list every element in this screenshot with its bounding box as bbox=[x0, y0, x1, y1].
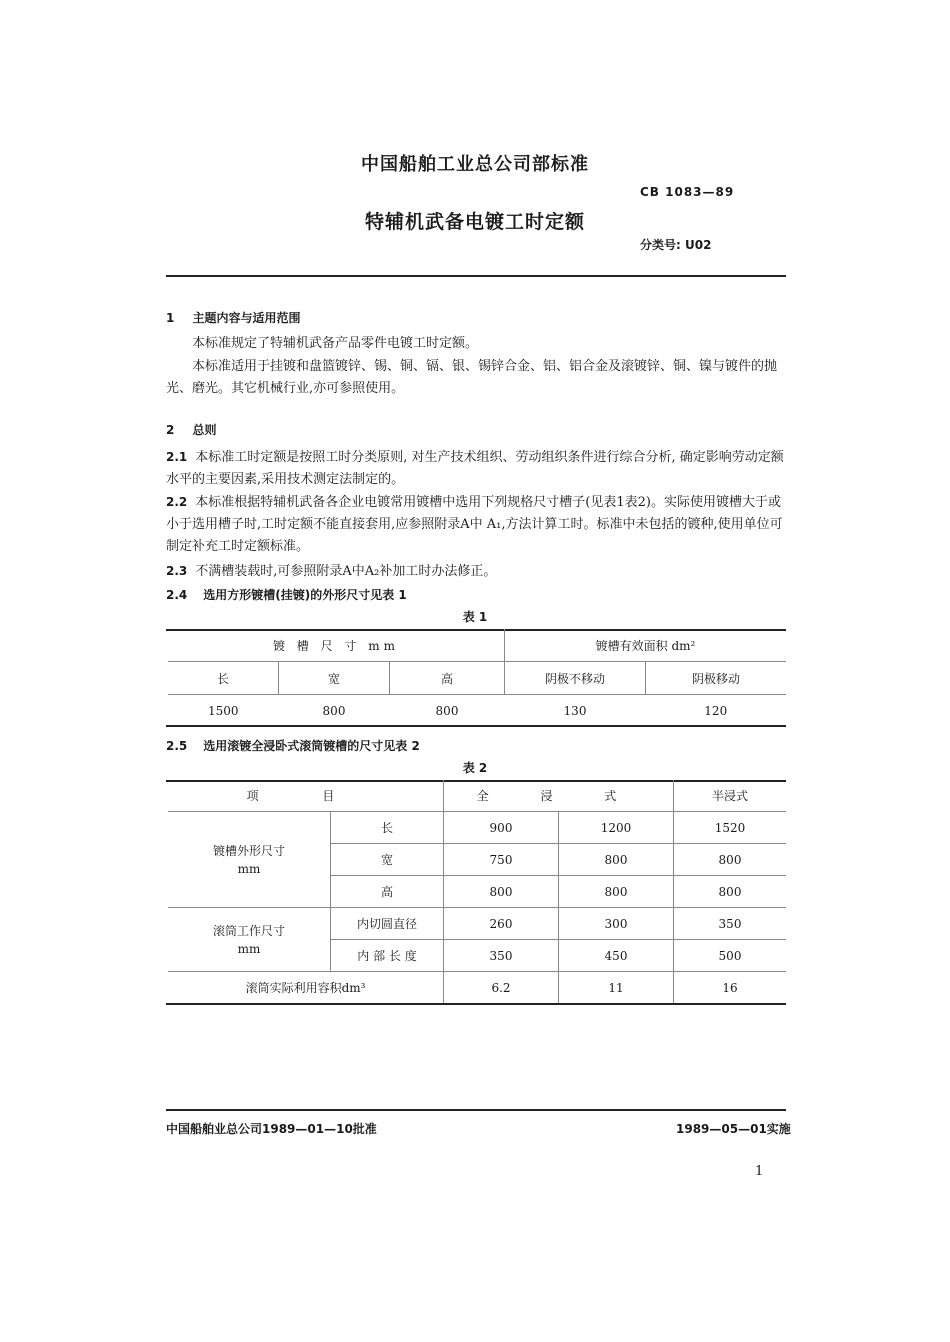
table-2-cell: 900 bbox=[444, 812, 559, 844]
clause-2-4-number: 2.4 bbox=[166, 588, 188, 602]
section-1-paragraph-2 bbox=[166, 356, 788, 400]
clause-2-1-text: 本标准工时定额是按照工时分类原则, 对生产技术组织、劳动组织条件进行综合分析, 确定影响劳动定额水平的主要因素,采用技术测定法制定的。 bbox=[166, 450, 784, 487]
standard-code: CB 1083—89 bbox=[640, 185, 735, 199]
table-2-volume-label: 滚筒实际利用容积dm³ bbox=[168, 972, 444, 1004]
clause-2-1-number: 2.1 bbox=[166, 450, 188, 464]
table-2-row-label: 内 部 长 度 bbox=[331, 940, 444, 972]
table-2 bbox=[168, 780, 786, 1003]
section-1-paragraph-1 bbox=[166, 333, 788, 355]
section-2-number: 2 bbox=[166, 423, 175, 437]
section-1-title: 主题内容与适用范围 bbox=[192, 311, 301, 325]
section-1-heading bbox=[166, 309, 301, 326]
clause-2-3-number: 2.3 bbox=[166, 564, 188, 578]
table-2-cell: 16 bbox=[722, 980, 738, 995]
table-1-cell: 130 bbox=[563, 704, 587, 718]
section-1-text-1: 本标准规定了特辅机武备产品零件电镀工时定额。 bbox=[192, 336, 479, 351]
table-2-cell: 450 bbox=[559, 940, 674, 972]
section-1-number: 1 bbox=[166, 311, 175, 325]
table-2-header-full bbox=[444, 780, 674, 812]
table-1-cell: 120 bbox=[704, 704, 728, 718]
table-2-cell: 6.2 bbox=[444, 972, 559, 1004]
table-2-header-full-label: 全 浸 式 bbox=[476, 789, 641, 803]
table-2-row-label: 宽 bbox=[331, 844, 444, 876]
table-2-header-half: 半浸式 bbox=[674, 780, 787, 812]
table-1-group-area: 镀槽有效面积 dm² bbox=[505, 629, 787, 662]
table-1-header-width: 宽 bbox=[279, 662, 390, 695]
table-2-cell: 350 bbox=[444, 940, 559, 972]
table-2-cell: 1200 bbox=[559, 812, 674, 844]
approval-date: 中国船舶业总公司1989—01—10批准 bbox=[166, 1122, 377, 1136]
table-1-cell: 800 bbox=[435, 704, 459, 718]
document-title: 特辅机武备电镀工时定额 bbox=[364, 211, 585, 233]
section-2-heading bbox=[166, 421, 217, 438]
table-1-group-dimensions-label: 镀 槽 尺 寸 mm bbox=[272, 638, 400, 653]
table-2-row-label: 长 bbox=[331, 812, 444, 844]
table-1-cell: 800 bbox=[322, 704, 346, 718]
table-2-cell: 500 bbox=[674, 940, 787, 972]
table-2-caption: 表 2 bbox=[462, 761, 488, 775]
table-2-row-label: 内切圆直径 bbox=[331, 908, 444, 940]
table-2-cell: 800 bbox=[559, 876, 674, 908]
table-1-group-dimensions bbox=[168, 629, 505, 662]
clause-2-4-text: 选用方形镀槽(挂镀)的外形尺寸见表 1 bbox=[203, 588, 407, 602]
table-2-cell: 800 bbox=[674, 844, 787, 876]
classification-number: 分类号: U02 bbox=[640, 238, 712, 252]
table-1-header-height: 高 bbox=[390, 662, 505, 695]
table-2-cell: 800 bbox=[559, 844, 674, 876]
table-2-cell: 800 bbox=[444, 876, 559, 908]
table-2-group-drum bbox=[168, 908, 331, 972]
table-2-cell: 800 bbox=[674, 876, 787, 908]
table-1-caption: 表 1 bbox=[462, 610, 488, 624]
table-1 bbox=[168, 629, 786, 727]
clause-2-2-text: 本标准根据特辅机武备各企业电镀常用镀槽中选用下列规格尺寸槽子(见表1表2)。实际使用镀槽大于或小于选用槽子时,工时定额不能直接套用,应参照附录A中 A₁,方法计算工时。标准中未包括的镀种,使用单位可制定补充工时定额标准。 bbox=[166, 495, 783, 554]
table-1-header-cathode-fixed: 阴极不移动 bbox=[505, 662, 646, 695]
table-2-group-tank-line2: mm bbox=[237, 861, 261, 876]
table-2-cell: 260 bbox=[444, 908, 559, 940]
clause-2-5 bbox=[166, 737, 420, 754]
table-2-cell: 350 bbox=[674, 908, 787, 940]
table-2-group-drum-line2: mm bbox=[237, 941, 261, 956]
table-2-cell: 300 bbox=[559, 908, 674, 940]
clause-2-2 bbox=[166, 491, 788, 558]
table-1-header-length: 长 bbox=[168, 662, 279, 695]
table-1-header-cathode-moving: 阴极移动 bbox=[646, 662, 787, 695]
section-2-title: 总则 bbox=[192, 423, 217, 437]
table-2-cell: 750 bbox=[444, 844, 559, 876]
table-2-bottom-rule bbox=[166, 1003, 786, 1005]
clause-2-3-text: 不满槽装载时,可参照附录A中A₂补加工时办法修正。 bbox=[195, 564, 497, 579]
clause-2-5-text: 选用滚镀全浸卧式滚筒镀槽的尺寸见表 2 bbox=[203, 739, 420, 753]
table-2-cell: 1520 bbox=[674, 812, 787, 844]
clause-2-4 bbox=[166, 586, 407, 603]
section-1-text-2: 本标准适用于挂镀和盘篮镀锌、锡、铜、镉、银、锡锌合金、铝、铝合金及滚镀锌、铜、镍与镀件的抛光、磨光。其它机械行业,亦可参照使用。 bbox=[166, 359, 778, 396]
table-2-header-item-label: 项 目 bbox=[246, 789, 365, 803]
clause-2-3 bbox=[166, 560, 788, 583]
header-rule bbox=[166, 275, 786, 277]
organization: 中国船舶工业总公司部标准 bbox=[361, 154, 589, 175]
footer-rule bbox=[166, 1109, 786, 1111]
table-2-group-tank bbox=[168, 812, 331, 908]
table-1-bottom-rule bbox=[166, 725, 786, 727]
table-2-cell: 11 bbox=[559, 972, 674, 1004]
table-2-header-item bbox=[168, 780, 444, 812]
effective-date: 1989—05—01实施 bbox=[676, 1122, 791, 1136]
table-2-group-tank-line1: 镀槽外形尺寸 bbox=[212, 843, 285, 858]
table-2-group-drum-line1: 滚筒工作尺寸 bbox=[212, 923, 285, 938]
clause-2-2-number: 2.2 bbox=[166, 495, 188, 509]
clause-2-1 bbox=[166, 446, 788, 491]
table-2-row-label: 高 bbox=[331, 876, 444, 908]
clause-2-5-number: 2.5 bbox=[166, 739, 188, 753]
page-number: 1 bbox=[755, 1164, 764, 1179]
table-1-cell: 1500 bbox=[207, 704, 239, 718]
